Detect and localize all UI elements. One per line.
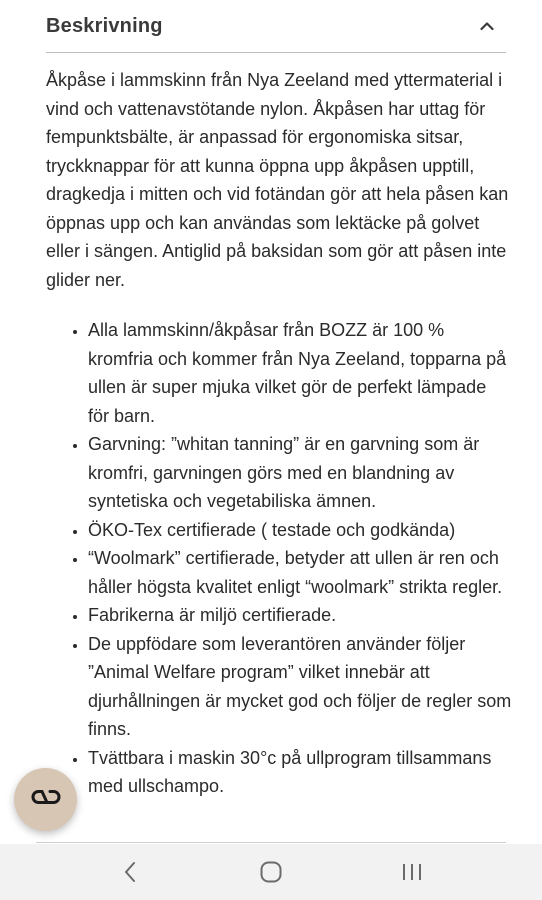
list-item: • Garvning: ”whitan tanning” är en garvning som är kromfri, garvningen görs med en blandning av syntetiska och vegetabiliska ämnen.	[88, 430, 512, 516]
list-item: • Fabrikerna är miljö certifierade.	[88, 601, 512, 630]
chevron-up-icon[interactable]	[478, 17, 496, 35]
list-item: • Alla lammskinn/åkpåsar från BOZZ är 100 % kromfria och kommer från Nya Zeeland, topparna på ullen är super mjuka vilket gör de perfekt lämpade för barn.	[88, 316, 512, 430]
description-content	[46, 66, 512, 801]
back-icon[interactable]	[110, 852, 150, 892]
description-paragraph: Åkpåse i lammskinn från Nya Zeeland med yttermaterial i vind och vattenavstötande nylon. Åkpåsen har uttag för fempunktsbälte, är anpassad för ergonomiska sitsar, tryckknappar för att kunna öppna upp åkpåsen upptill, dragkedja i mitten och vid fotändan gör att hela påsen kan öppnas upp och kan användas som lektäcke på golvet eller i sängen. Antiglid på baksidan som gör att påsen inte glider ner.	[46, 70, 509, 290]
accordion-header[interactable]	[46, 0, 506, 53]
recents-icon[interactable]	[392, 852, 432, 892]
list-item: • De uppfödare som leverantören använder följer ”Animal Welfare program” vilket innebär att djurhållningen är mycket god och följer de regler som finns.	[88, 630, 512, 744]
system-navigation-bar	[0, 844, 542, 900]
link-loop-icon	[29, 787, 63, 812]
list-item: • Tvättbara i maskin 30°c på ullprogram tillsammans med ullschampo.	[88, 744, 512, 801]
home-icon[interactable]	[251, 852, 291, 892]
list-item: • ÖKO-Tex certifierade ( testade och godkända)	[88, 516, 512, 545]
accordion-title: Beskrivning	[46, 14, 163, 37]
feature-list	[46, 316, 512, 801]
bottom-divider	[36, 842, 506, 843]
floating-action-button[interactable]	[14, 768, 77, 831]
list-item: • “Woolmark” certifierade, betyder att ullen är ren och håller högsta kvalitet enligt “woolmark” strikta regler.	[88, 544, 512, 601]
